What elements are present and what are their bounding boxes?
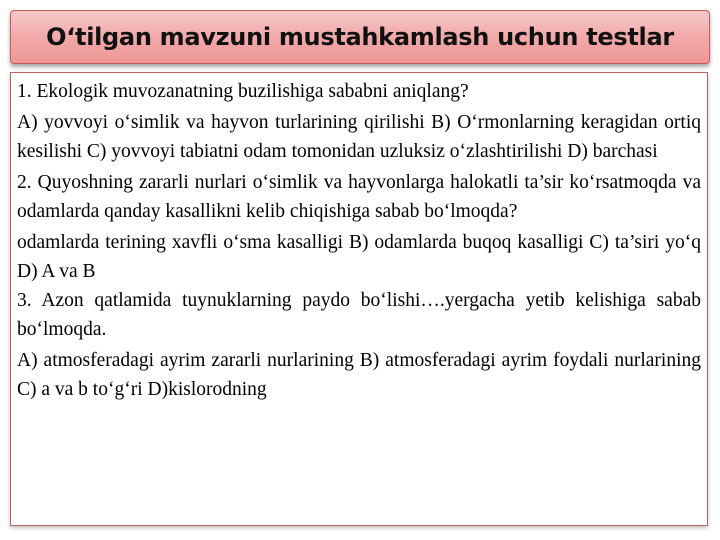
question-2-options: odamlarda terining xavfli o‘sma kasalligi B) odamlarda buqoq kasalligi C) ta’siri yo‘q D) A va B: [17, 232, 701, 282]
question-1: 1. Ekologik muvozanatning buzilishiga sababni aniqlang?: [17, 81, 469, 102]
question-2: 2. Quyoshning zararli nurlari o‘simlik va hayvonlarga halokatli ta’sir ko‘rsatmoqda va odamlarda qanday kasallikni kelib chiqishiga sabab bo‘lmoqda?: [17, 172, 701, 222]
slide-title: O‘tilgan mavzuni mustahkamlash uchun testlar: [46, 23, 674, 51]
question-box: [10, 72, 708, 526]
title-banner: [10, 10, 710, 64]
question-1-options: A) yovvoyi o‘simlik va hayvon turlarining qirilishi B) O‘rmonlarning keragidan ortiq kesilishi C) yovvoyi tabiatni odam tomonidan uzluksiz o‘zlashtirilishi D) barchasi: [17, 112, 701, 162]
question-3: 3. Azon qatlamida tuynuklarning paydo bo‘lishi….yergacha yetib kelishiga sabab bo‘lmoqda.: [17, 290, 701, 340]
question-3-options: A) atmosferadagi ayrim zararli nurlarining B) atmosferadagi ayrim foydali nurlarining C) a va b to‘g‘ri D)kislorodning: [17, 350, 701, 400]
